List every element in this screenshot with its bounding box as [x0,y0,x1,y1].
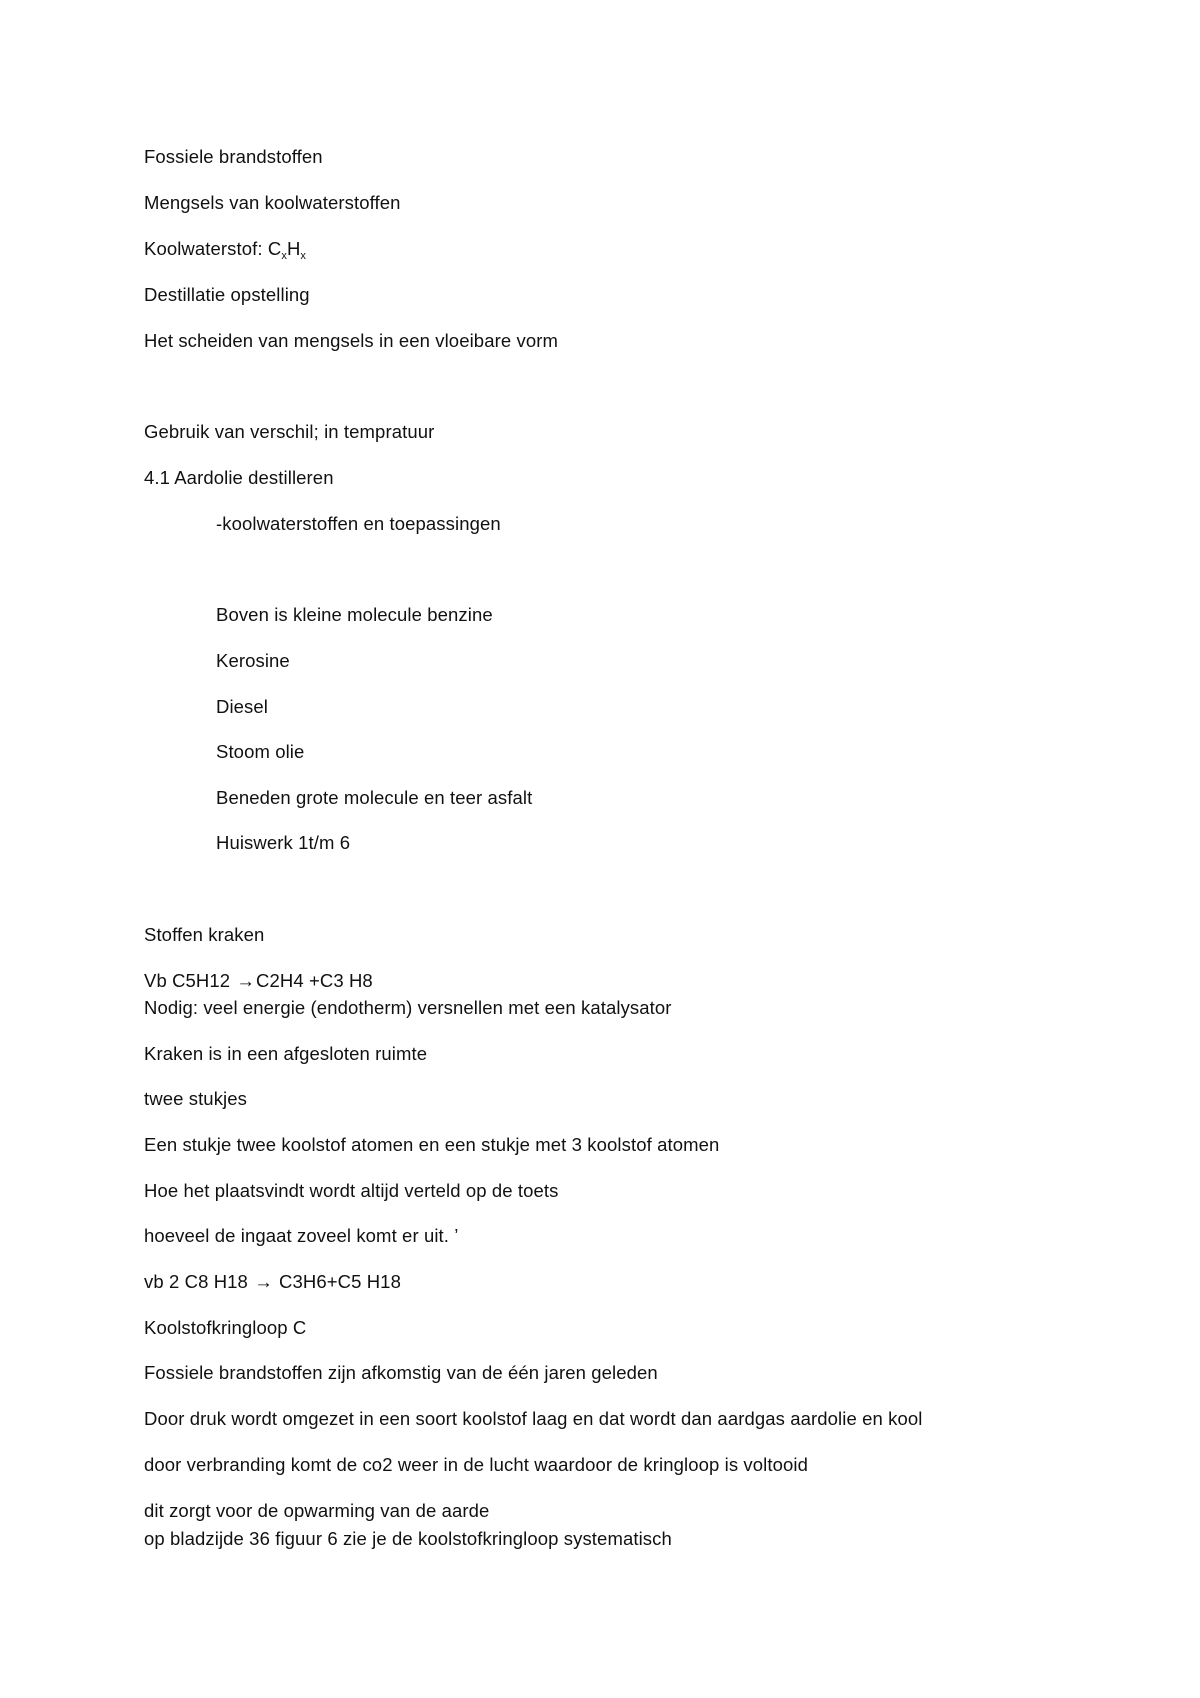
formula-line [144,238,306,260]
text-line: dit zorgt voor de opwarming van de aarde [144,1500,490,1521]
reaction-line [144,970,373,992]
text-line: Het scheiden van mengsels in een vloeibare vorm [144,330,558,351]
list-item: Boven is kleine molecule benzine [216,604,493,625]
list-item: Diesel [216,696,269,717]
formula-subscript: x [300,250,307,262]
text-line: -koolwaterstoffen en toepassingen [216,513,501,534]
list-item: Kerosine [216,650,290,671]
text-line: twee stukjes [144,1088,247,1109]
text-line: Kraken is in een afgesloten ruimte [144,1043,428,1064]
formula-text: H [286,238,301,259]
text-line: Fossiele brandstoffen zijn afkomstig van de één jaren geleden [144,1362,658,1383]
section-heading: 4.1 Aardolie destilleren [144,467,334,488]
text-line: Mengsels van koolwaterstoffen [144,192,401,213]
list-item: Huiswerk 1t/m 6 [216,832,351,853]
text-line: Destillatie opstelling [144,284,310,305]
section-heading: Stoffen kraken [144,924,265,945]
text-line: Nodig: veel energie (endotherm) versnellen met een katalysator [144,997,672,1018]
reaction-text: C3H6+C5 H18 [273,1271,401,1292]
text-line: hoeveel de ingaat zoveel komt er uit. ’ [144,1225,459,1246]
reaction-text: C2H4 +C3 H8 [256,970,373,991]
reaction-line [144,1271,401,1293]
formula-text: Koolwaterstof: C [144,238,282,259]
text-line: op bladzijde 36 figuur 6 zie je de koolstofkringloop systematisch [144,1528,672,1549]
text-line: Koolstofkringloop C [144,1317,307,1338]
text-line: Hoe het plaatsvindt wordt altijd verteld op de toets [144,1180,559,1201]
text-line: door verbranding komt de co2 weer in de lucht waardoor de kringloop is voltooid [144,1454,808,1475]
text-line: Gebruik van verschil; in tempratuur [144,421,435,442]
formula-subscript: x [281,250,287,262]
list-item: Beneden grote molecule en teer asfalt [216,787,533,808]
heading-fossiele-brandstoffen: Fossiele brandstoffen [144,146,323,167]
reaction-text: Vb C5H12 [144,970,236,991]
text-line: Een stukje twee koolstof atomen en een stukje met 3 koolstof atomen [144,1134,720,1155]
arrow-right-icon: → [236,970,256,991]
text-line: Door druk wordt omgezet in een soort koolstof laag en dat wordt dan aardgas aardolie en kool [144,1408,923,1429]
reaction-text: vb 2 C8 H18 [144,1271,254,1292]
list-item: Stoom olie [216,741,305,762]
arrow-right-icon: → [254,1271,273,1292]
